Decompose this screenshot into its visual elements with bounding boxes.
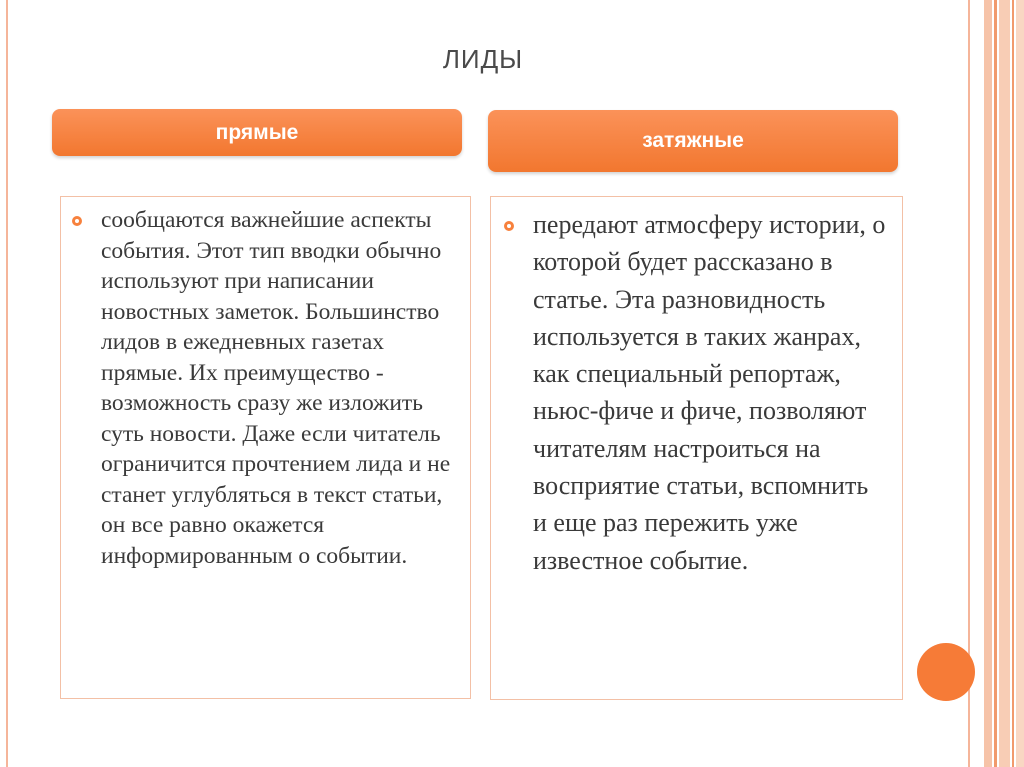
decorative-stripe [984,0,992,767]
direct-description: сообщаются важнейшие аспекты события. Этот тип вводки обычно используют при написании новостных заметок. Большинство лидов в ежедневных газетах прямые. Их преимущество - возможность сразу же изложить суть новости. Даже если читатель ограничится прочтением лида и не станет углубляться в текст статьи, он все равно окажется информированным о событии. [101,207,451,569]
decorative-stripe [994,0,997,767]
delayed-description: передают атмосферу истории, о которой будет рассказано в статье. Эта разновидность используется в таких жанрах, как специальный репортаж, ньюс-фиче и фиче, позволяют читателям настроиться на восприятие статьи, вспомнить и еще раз пережить уже известное событие. [533,210,886,575]
heading-direct [52,109,462,156]
slide-title: ЛИДЫ [442,44,524,74]
content-box-direct [60,196,471,699]
decorative-circle [917,643,975,701]
heading-direct-label: прямые [215,120,299,144]
decorative-stripe [999,0,1010,767]
heading-delayed-label: затяжные [642,129,744,152]
content-box-delayed [490,196,903,700]
slide-frame [6,0,970,767]
decorative-stripe [1016,0,1024,767]
decorative-stripe [1012,0,1014,767]
bullet-icon [504,221,514,231]
heading-delayed [488,110,898,172]
bullet-icon [72,216,82,226]
